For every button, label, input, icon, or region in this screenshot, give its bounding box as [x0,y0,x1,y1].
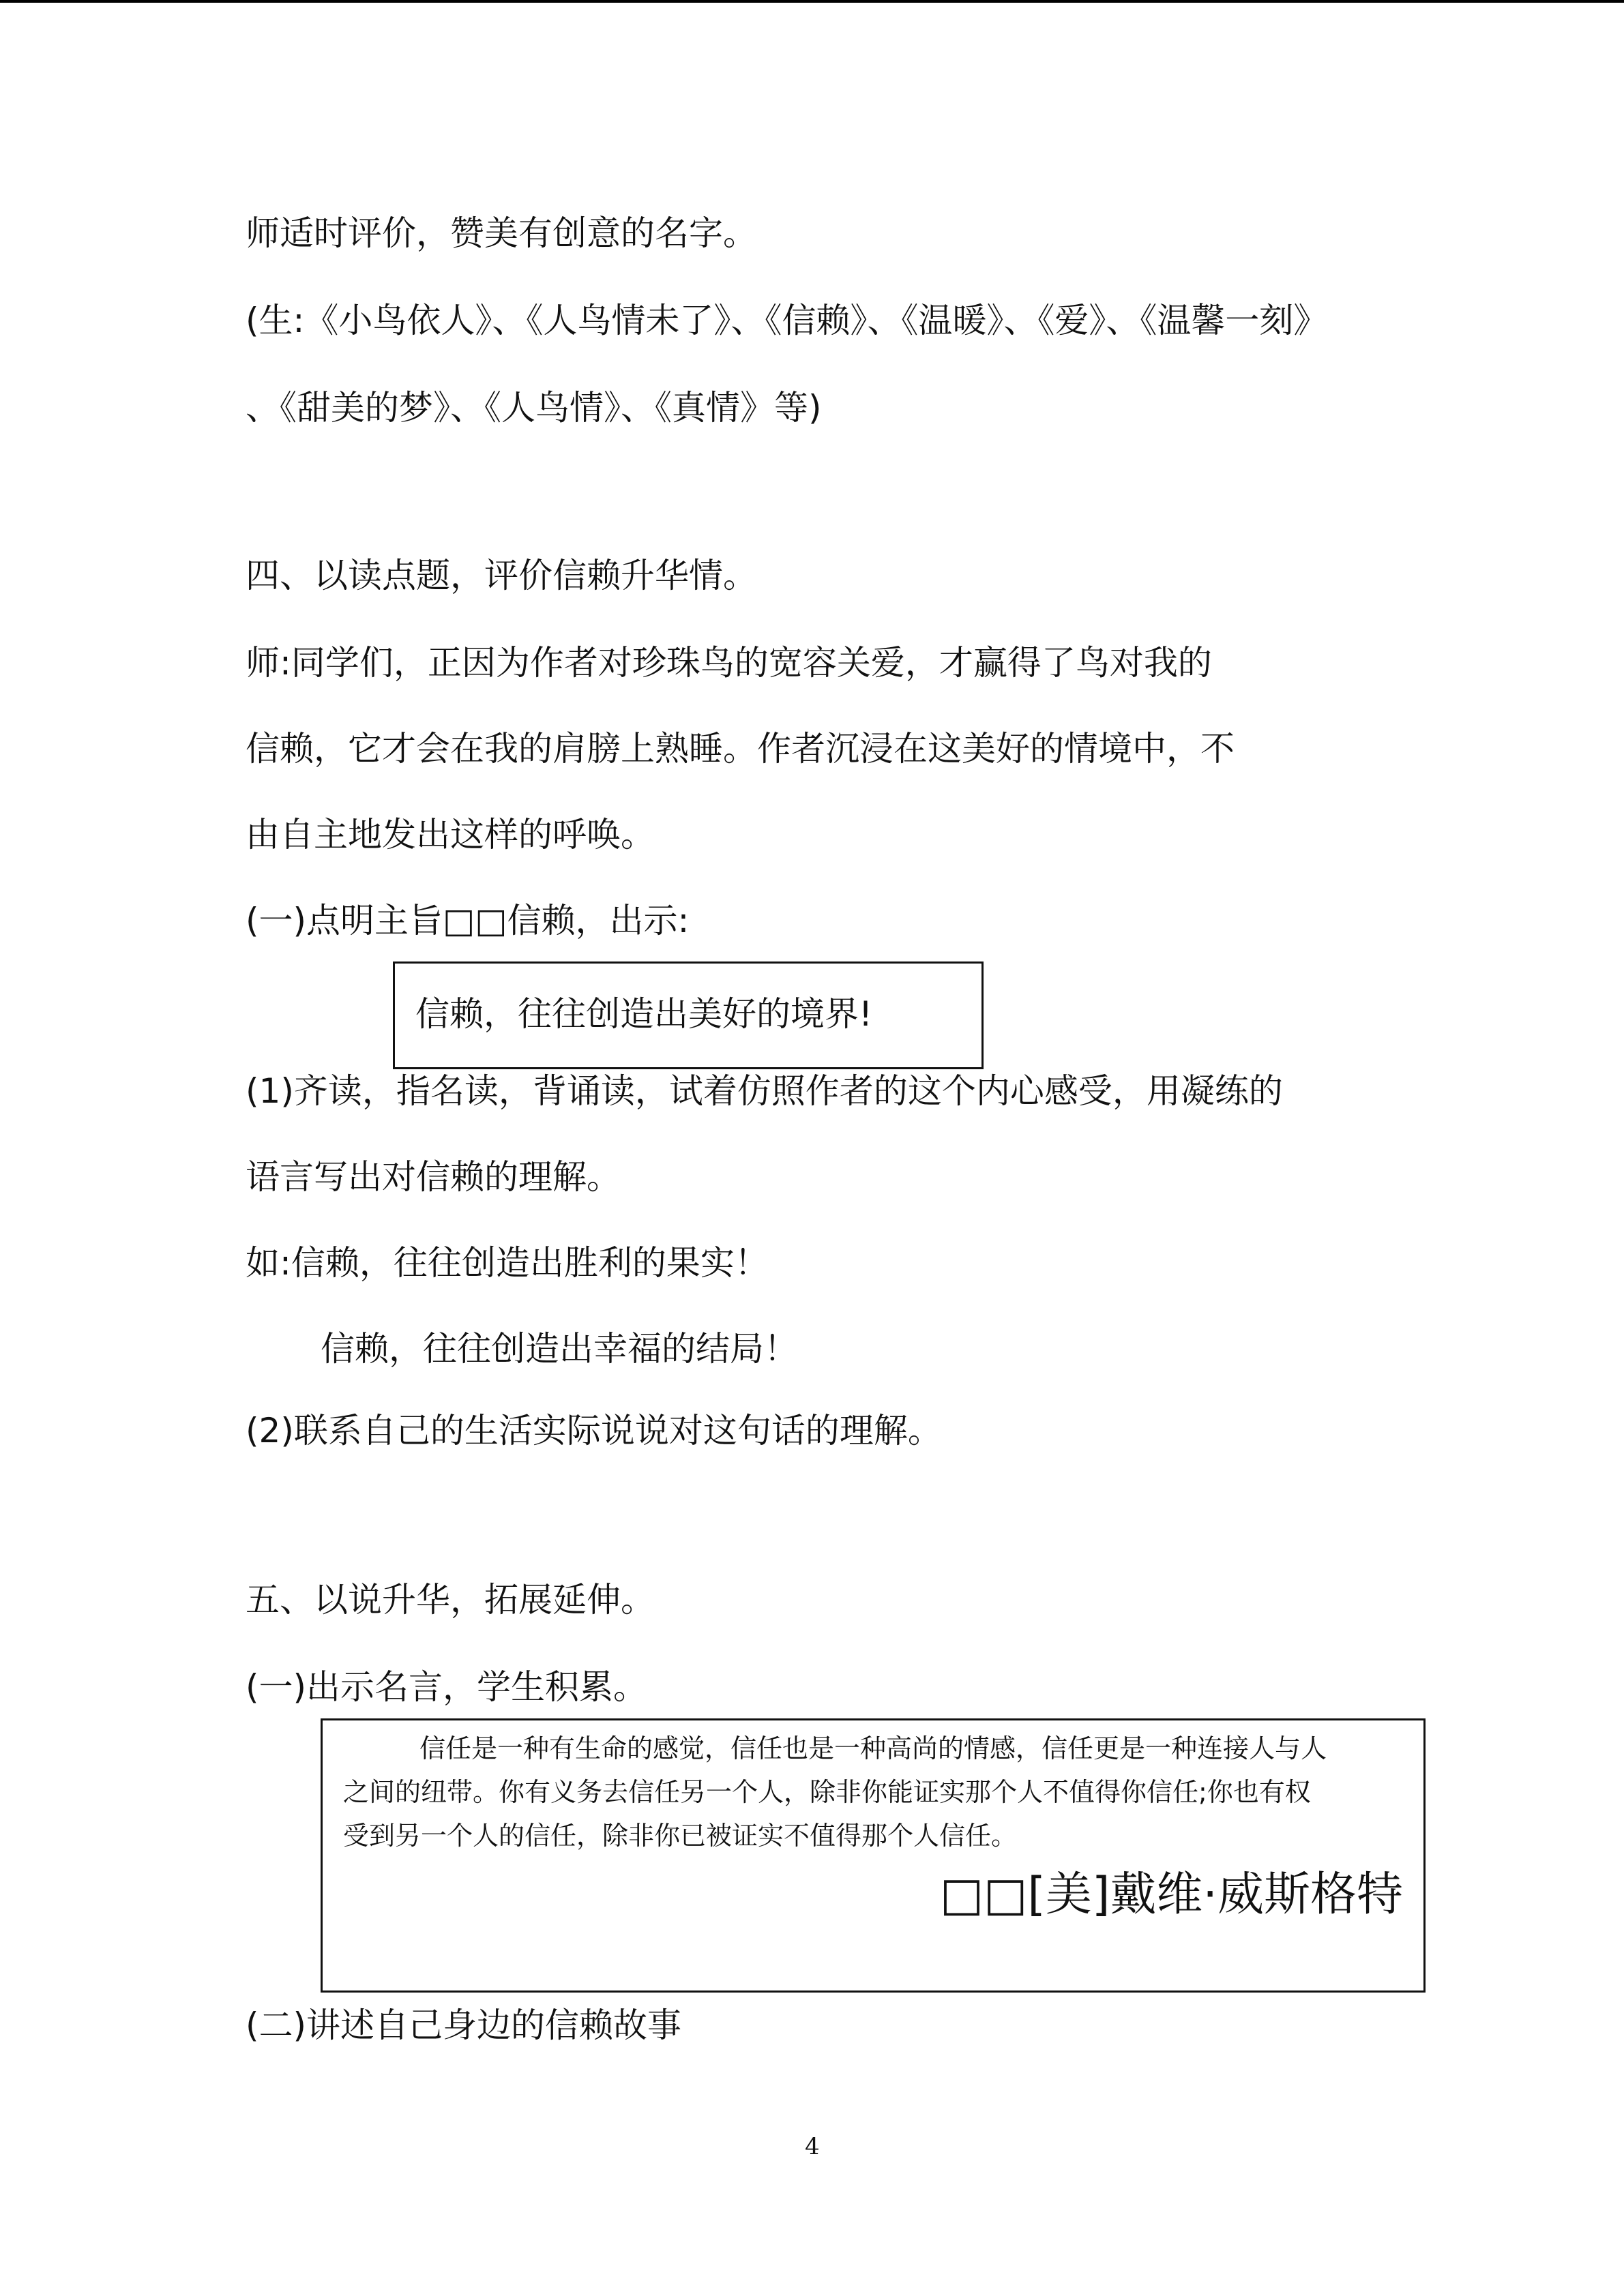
section-four-para-line-1: 师:同学们，正因为作者对珍珠鸟的宽容关爱，才赢得了鸟对我的 [246,643,1212,683]
quote-box [321,1718,1426,1993]
section-four-para-line-3: 由自主地发出这样的呼唤。 [246,815,655,854]
page-top-rule [0,0,1624,3]
item-2: (2)联系自己的生活实际说说对这句话的理解。 [246,1411,942,1450]
quote-line-2: 之间的纽带。你有义务去信任另一个人，除非你能证实那个人不值得你信任;你也有权 [343,1777,1311,1807]
example-line-1: 如:信赖，往往创造出胜利的果实！ [246,1243,769,1283]
item-1-line-2: 语言写出对信赖的理解。 [246,1157,621,1197]
highlight-box-text: 信赖，往往创造出美好的境界! [415,994,873,1034]
item-1-line-1: (1)齐读，指名读，背诵读，试着仿照作者的这个内心感受，用凝练的 [246,1071,1283,1111]
top-line-2: (生:《小鸟依人》、《人鸟情未了》、《信赖》、《温暖》、《爱》、《温馨一刻》 [246,301,1328,340]
section-four-heading: 四、以读点题，评价信赖升华情。 [246,556,757,595]
section-four-para-line-2: 信赖，它才会在我的肩膀上熟睡。作者沉浸在这美好的情境中，不 [246,729,1235,769]
example-line-2: 信赖，往往创造出幸福的结局！ [321,1329,798,1369]
quote-author: □□[美]戴维·威斯格特 [939,1868,1403,1922]
quote-line-3: 受到另一个人的信任，除非你已被证实不值得那个人信任。 [343,1821,1018,1851]
highlight-box [393,961,984,1069]
section-five-heading: 五、以说升华，拓展延伸。 [246,1580,655,1620]
top-line-1: 师适时评价，赞美有创意的名字。 [246,213,757,253]
section-four-sub-heading: (一)点明主旨□□信赖，出示: [246,901,690,940]
page-number: 4 [805,2133,820,2160]
section-five-sub-heading-1: (一)出示名言，学生积累。 [246,1667,648,1707]
quote-line-1: 信任是一种有生命的感觉，信任也是一种高尚的情感，信任更是一种连接人与人 [419,1733,1327,1763]
section-five-sub-heading-2: (二)讲述自己身边的信赖故事 [246,2006,682,2045]
top-line-3: 、《甜美的梦》、《人鸟情》、《真情》等) [246,388,822,428]
